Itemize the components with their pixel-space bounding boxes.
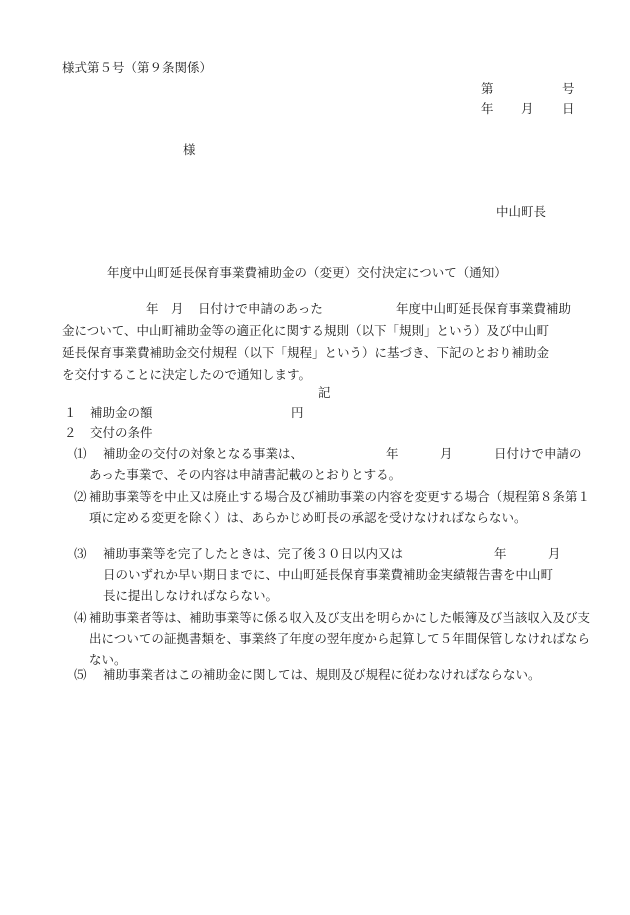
condition-text: 日付けで申請の: [494, 446, 582, 461]
condition-text: 補助事業等を完了したときは、完了後３０日以内又は: [103, 546, 404, 561]
condition-text: 補助事業者はこの補助金に関しては、規則及び規程に従わなければならない。: [103, 667, 541, 682]
intro-year: 年: [146, 301, 159, 316]
condition-text: 補助事業者等は、補助事業等に係る収入及び支出を明らかにした帳簿及び当該収入及び支出についての証拠書類を、事業終了年度の翌年度から起算して５年間保管しなければならない。: [89, 610, 590, 667]
condition-text: 日のいずれか早い期日までに、中山町延長保育事業費補助金実績報告書を中山町: [103, 567, 554, 582]
intro-month: 月: [171, 301, 184, 316]
date-month: 月: [521, 101, 534, 116]
condition-text: 補助金の交付の対象となる事業は、: [103, 446, 304, 461]
ki-heading: 記: [318, 385, 331, 400]
doc-number-go: 号: [562, 81, 575, 96]
condition-item: [74, 607, 590, 670]
condition-text: 長に提出しなければならない。: [103, 588, 279, 603]
condition-number: ⑸: [74, 667, 87, 682]
addressee-suffix: 様: [183, 142, 196, 157]
doc-number-dai: 第: [481, 81, 494, 96]
section1-label: 補助金の額: [90, 405, 153, 420]
condition-month: 月: [548, 546, 561, 561]
intro-line3: 延長保育事業費補助金交付規程（以下「規程」という）に基づき、下記のとおり補助金: [62, 345, 550, 360]
intro-day-phrase: 日付けで申請のあった: [198, 301, 323, 316]
condition-number: ⑶: [74, 546, 87, 561]
condition-year: 年: [386, 446, 399, 461]
form-label: 様式第５号（第９条関係）: [62, 60, 213, 75]
intro-line4: を交付することに決定したので通知します。: [62, 367, 312, 382]
condition-text: あった事業で、その内容は申請書記載のとおりとする。: [89, 467, 402, 482]
condition-year: 年: [494, 546, 507, 561]
sender: 中山町長: [496, 204, 547, 219]
condition-number: ⑴: [74, 446, 87, 461]
condition-item: [74, 486, 590, 528]
section2-number: ２: [64, 425, 77, 440]
section2-label: 交付の条件: [90, 425, 153, 440]
intro-line2: 金について、中山町補助金等の適正化に関する規則（以下「規則」という）及び中山町: [62, 323, 550, 338]
date-day: 日: [562, 101, 575, 116]
intro-line1-tail: 年度中山町延長保育事業費補助: [396, 301, 572, 316]
condition-month: 月: [440, 446, 453, 461]
document-title: 年度中山町延長保育事業費補助金の（変更）交付決定について（通知）: [107, 265, 507, 280]
section1-number: １: [64, 405, 77, 420]
condition-number: ⑷: [74, 610, 87, 625]
section1-unit: 円: [291, 405, 304, 420]
condition-text: 補助事業等を中止又は廃止する場合及び補助事業の内容を変更する場合（規程第８条第１項に定める変更を除く）は、あらかじめ町長の承認を受けなければならない。: [89, 489, 590, 525]
condition-number: ⑵: [74, 489, 87, 504]
date-year: 年: [481, 101, 494, 116]
